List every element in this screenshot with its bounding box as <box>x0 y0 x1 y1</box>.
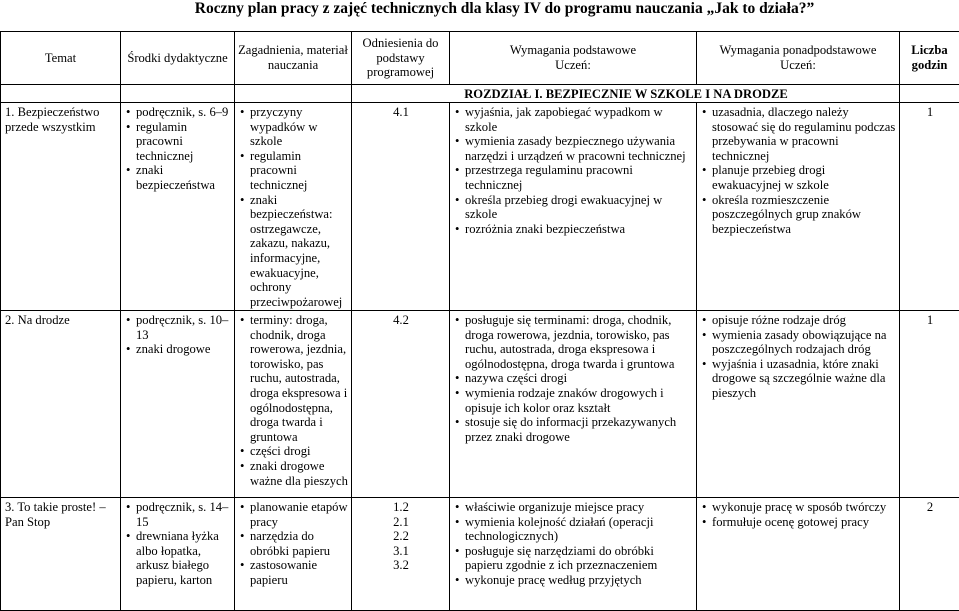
col-topic: Temat <box>1 32 121 85</box>
row-reference <box>352 498 450 611</box>
row-basic <box>450 103 697 311</box>
list-item: • znaki bezpieczeństwa: ostrzegawcze, zakazu, nakazu, informacyjne, ewakuacyjne, ochrony przeciwpożarowej <box>239 193 348 310</box>
list-item: • terminy: droga, chodnik, droga rowerowa, jezdnia, torowisko, pas ruchu, autostrada, droga ekspresowa i ogólnodostępna, droga twarda i gruntowa <box>239 313 348 444</box>
list-item: • wyjaśnia i uzasadnia, które znaki drogowe są szczególnie ważne dla pieszych <box>701 357 896 401</box>
list-item: • wykonuje pracę w sposób twórczy <box>701 500 896 515</box>
list-item: • wyjaśnia, jak zapobiegać wypadkom w szkole <box>454 105 693 134</box>
col-hours: Liczba godzin <box>900 32 959 85</box>
row-hours: 1 <box>900 103 959 311</box>
list-item: • planuje przebieg drogi ewakuacyjnej w szkole <box>701 163 896 192</box>
section-blank-3 <box>235 85 352 103</box>
row-topic: 1. Bezpieczeństwo przede wszystkim <box>1 103 121 311</box>
row-advanced <box>697 498 900 611</box>
list-item: • znaki drogowe ważne dla pieszych <box>239 459 348 488</box>
list-item: • przyczyny wypadków w szkole <box>239 105 348 149</box>
plan-table <box>0 31 959 611</box>
row-topic: 2. Na drodze <box>1 311 121 498</box>
list-item: • wykonuje pracę według przyjętych <box>454 573 693 588</box>
col-basic-sub: Uczeń: <box>555 58 591 72</box>
list-item: • posługuje się terminami: droga, chodnik, droga rowerowa, jezdnia, torowisko, pas ruchu, autostrada, droga ekspresowa i ogólnodostępna, droga twarda i gruntowa <box>454 313 693 371</box>
col-basic-label: Wymagania podstawowe <box>510 43 636 57</box>
row-reference: 4.1 <box>352 103 450 311</box>
list-item: • uzasadnia, dlaczego należy stosować się do regulaminu podczas przebywania w pracowni technicznej <box>701 105 896 163</box>
table-row <box>1 103 959 311</box>
list-item: • podręcznik, s. 10‒13 <box>125 313 231 342</box>
header-row <box>1 32 959 85</box>
list-item: • regulamin pracowni technicznej <box>239 149 348 193</box>
reference-item: 2.2 <box>356 529 446 544</box>
list-item: • wymienia rodzaje znaków drogowych i opisuje ich kolor oraz kształt <box>454 386 693 415</box>
list-item: • znaki bezpieczeństwa <box>125 163 231 192</box>
list-item: • znaki drogowe <box>125 342 231 357</box>
row-topic: 3. To takie proste! – Pan Stop <box>1 498 121 611</box>
row-advanced <box>697 311 900 498</box>
list-item: • określa rozmieszczenie poszczególnych grup znaków bezpieczeństwa <box>701 193 896 237</box>
section-blank-2 <box>121 85 235 103</box>
row-aids <box>121 311 235 498</box>
section-title: ROZDZIAŁ I. BEZPIECZNIE W SZKOLE I NA DRODZE <box>352 85 900 103</box>
row-advanced <box>697 103 900 311</box>
list-item: • podręcznik, s. 14‒15 <box>125 500 231 529</box>
col-advanced-label: Wymagania ponadpodstawowe <box>720 43 877 57</box>
reference-item: 2.1 <box>356 515 446 530</box>
list-item: • formułuje ocenę gotowej pracy <box>701 515 896 530</box>
section-blank-1 <box>1 85 121 103</box>
col-issues: Zagadnienia, materiał nauczania <box>235 32 352 85</box>
col-reference: Odniesienia do podstawy programowej <box>352 32 450 85</box>
list-item: • właściwie organizuje miejsce pracy <box>454 500 693 515</box>
list-item: • wymienia zasady bezpiecznego używania narzędzi i urządzeń w pracowni technicznej <box>454 134 693 163</box>
section-row <box>1 85 959 103</box>
list-item: • wymienia zasady obowiązujące na poszczególnych rodzajach dróg <box>701 328 896 357</box>
col-aids: Środki dydaktyczne <box>121 32 235 85</box>
reference-item: 3.2 <box>356 558 446 573</box>
row-reference: 4.2 <box>352 311 450 498</box>
list-item: • zastosowanie papieru <box>239 558 348 587</box>
list-item: • części drogi <box>239 444 348 459</box>
list-item: • nazywa części drogi <box>454 371 693 386</box>
table-row <box>1 498 959 611</box>
list-item: • przestrzega regulaminu pracowni technicznej <box>454 163 693 192</box>
col-advanced-sub: Uczeń: <box>780 58 816 72</box>
table-row <box>1 311 959 498</box>
list-item: • posługuje się narzędziami do obróbki papieru zgodnie z ich przeznaczeniem <box>454 544 693 573</box>
list-item: • stosuje się do informacji przekazywanych przez znaki drogowe <box>454 415 693 444</box>
reference-item: 1.2 <box>356 500 446 515</box>
list-item: • drewniana łyżka albo łopatka, arkusz białego papieru, karton <box>125 529 231 587</box>
list-item: • narzędzia do obróbki papieru <box>239 529 348 558</box>
list-item: • opisuje różne rodzaje dróg <box>701 313 896 328</box>
row-issues <box>235 311 352 498</box>
row-hours: 1 <box>900 311 959 498</box>
col-basic <box>450 32 697 85</box>
row-hours: 2 <box>900 498 959 611</box>
section-blank-4 <box>900 85 959 103</box>
row-issues <box>235 498 352 611</box>
list-item: • wymienia kolejność działań (operacji technologicznych) <box>454 515 693 544</box>
row-aids <box>121 103 235 311</box>
reference-item: 3.1 <box>356 544 446 559</box>
list-item: • planowanie etapów pracy <box>239 500 348 529</box>
list-item: • podręcznik, s. 6‒9 <box>125 105 231 120</box>
col-advanced <box>697 32 900 85</box>
list-item: • określa przebieg drogi ewakuacyjnej w szkole <box>454 193 693 222</box>
row-basic <box>450 311 697 498</box>
list-item: • rozróżnia znaki bezpieczeństwa <box>454 222 693 237</box>
list-item: • regulamin pracowni technicznej <box>125 120 231 164</box>
row-issues <box>235 103 352 311</box>
row-basic <box>450 498 697 611</box>
page-title: Roczny plan pracy z zajęć technicznych dla klasy IV do programu nauczania „Jak to działa?” <box>0 0 959 18</box>
row-aids <box>121 498 235 611</box>
